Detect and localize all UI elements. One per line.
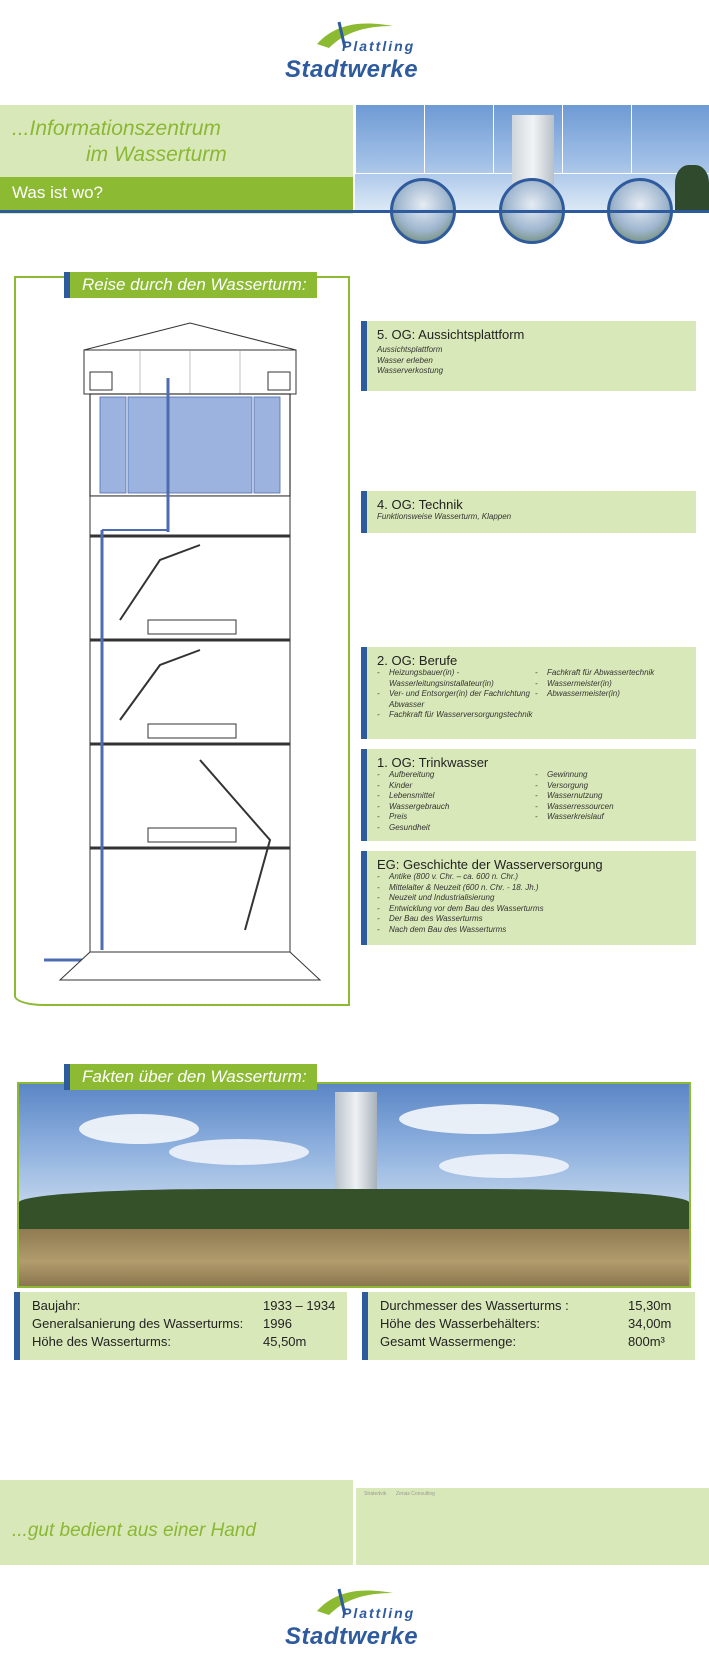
floor-eg-item: - Entwicklung vor dem Bau des Wasserturms <box>377 904 544 915</box>
floor-eg-item: - Antike (800 v. Chr. – ca. 600 n. Chr.) <box>377 872 544 883</box>
footer-credit: Stratedvik <box>364 1491 387 1497</box>
footer-band <box>0 1480 353 1565</box>
fact-value: 1933 – 1934 <box>263 1298 336 1313</box>
header-divider <box>0 210 709 213</box>
floor-4-title: 4. OG: Technik <box>377 497 463 512</box>
floor-eg-title: EG: Geschichte der Wasserversorgung <box>377 857 603 872</box>
facts-left <box>14 1292 347 1360</box>
floor-4-line: Funktionsweise Wasserturm, Klappen <box>377 512 512 521</box>
section1-title: Reise durch den Wasserturm: <box>70 272 317 298</box>
floor-2-item: - Fachkraft für Abwassertechnik <box>535 668 654 679</box>
floor-1-box <box>361 749 696 841</box>
fact-label: Generalsanierung des Wasserturms: <box>32 1316 244 1331</box>
floor-1-item: - Preis <box>377 812 535 823</box>
floor-2-item: - Heizungsbauer(in) - Wasserleitungsinstallateur(in) <box>377 668 535 689</box>
floor-eg-item: - Der Bau des Wasserturms <box>377 914 544 925</box>
fact-value: 800m³ <box>628 1334 665 1349</box>
floor-1-title: 1. OG: Trinkwasser <box>377 755 489 770</box>
facts-right <box>362 1292 695 1360</box>
floor-4-box <box>361 491 696 533</box>
floor-1-item: - Versorgung <box>535 781 614 792</box>
fact-value: 45,50m <box>263 1334 307 1349</box>
floor-5-line: Wasser erleben <box>377 355 433 365</box>
floor-5-title: 5. OG: Aussichtsplattform <box>377 327 525 342</box>
header-title-line2: im Wasserturm <box>86 143 227 166</box>
footer-right-panel <box>356 1488 709 1565</box>
floor-1-item: - Wasserressourcen <box>535 802 614 813</box>
floor-2-title: 2. OG: Berufe <box>377 653 458 668</box>
floor-1-item: - Gewinnung <box>535 770 614 781</box>
fact-label: Gesamt Wassermenge: <box>380 1334 517 1349</box>
floor-1-item: - Lebensmittel <box>377 791 535 802</box>
floor-1-item: - Wassergebrauch <box>377 802 535 813</box>
floor-2-item: - Fachkraft für Wasserversorgungstechnik <box>377 710 535 721</box>
footer-slogan: ...gut bedient aus einer Hand <box>12 1520 257 1541</box>
fact-value: 15,30m <box>628 1298 672 1313</box>
top-logo <box>280 18 440 88</box>
bottom-logo <box>280 1585 440 1655</box>
floor-5-line: Aussichtsplattform <box>377 345 443 354</box>
logo-small-text: Plattling <box>342 1605 416 1621</box>
floor-5-line: Wasserverkostung <box>377 366 444 375</box>
header-title-line1: ...Informationszentrum <box>12 117 221 140</box>
floor-eg-item: - Nach dem Bau des Wasserturms <box>377 925 544 936</box>
fact-value: 1996 <box>263 1316 292 1331</box>
wheat-field <box>19 1229 689 1288</box>
tower-cross-section <box>40 320 340 990</box>
logo-big-text: Stadtwerke <box>285 1623 419 1650</box>
floor-1-item: - Kinder <box>377 781 535 792</box>
section2-title: Fakten über den Wasserturm: <box>70 1064 317 1090</box>
floor-2-item: - Ver- und Entsorger(in) der Fachrichtung Abwasser <box>377 689 535 710</box>
logo-big-text: Stadtwerke <box>285 56 419 83</box>
tower-field-photo <box>17 1082 691 1288</box>
floor-eg-box <box>361 851 696 945</box>
floor-2-box <box>361 647 696 739</box>
tree-line <box>19 1189 689 1234</box>
fact-label: Baujahr: <box>32 1298 81 1313</box>
tower-image <box>512 115 554 185</box>
floor-1-item: - Gesundheit <box>377 823 535 834</box>
fact-value: 34,00m <box>628 1316 672 1331</box>
tree-image <box>675 165 709 210</box>
floor-2-item: - Wassermeister(in) <box>535 679 654 690</box>
fact-label: Höhe des Wasserturms: <box>32 1334 171 1349</box>
floor-1-item: - Wasserkreislauf <box>535 812 614 823</box>
fact-label: Höhe des Wasserbehälters: <box>380 1316 540 1331</box>
fact-label: Durchmesser des Wasserturms : <box>380 1298 569 1313</box>
footer-credit: Zenas Consulting <box>396 1491 435 1497</box>
floor-eg-item: - Mittelalter & Neuzeit (600 n. Chr. - 18. Jh.) <box>377 883 544 894</box>
floor-1-item: - Aufbereitung <box>377 770 535 781</box>
floor-eg-item: - Neuzeit und Industrialisierung <box>377 893 544 904</box>
header-subtitle: Was ist wo? <box>12 183 104 202</box>
floor-1-item: - Wassernutzung <box>535 791 614 802</box>
floor-2-item: - Abwassermeister(in) <box>535 689 654 700</box>
header-subtitle-bar <box>0 177 353 210</box>
floor-5-box <box>361 321 696 391</box>
logo-small-text: Plattling <box>342 38 416 54</box>
